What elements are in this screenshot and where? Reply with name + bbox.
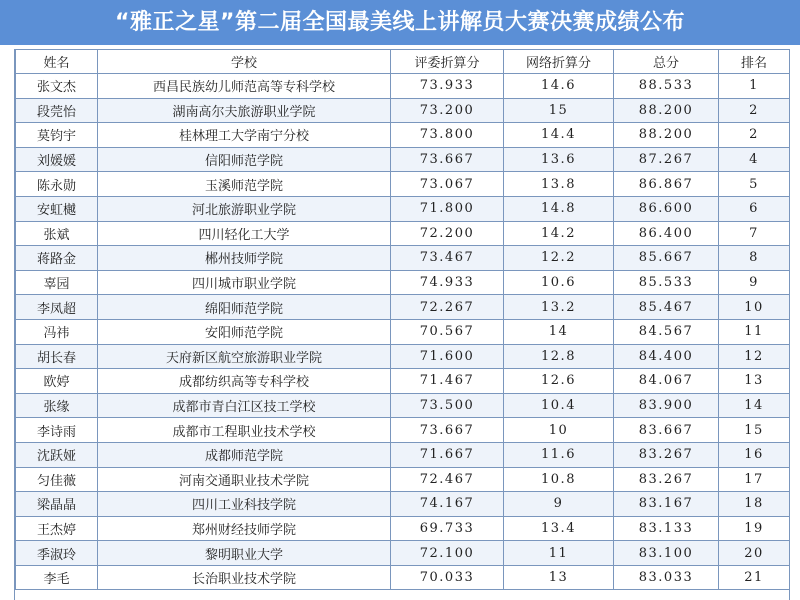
- judge-score-cell: 74.933: [391, 270, 504, 295]
- column-header-rank: 排名: [719, 50, 790, 74]
- rank-cell: 19: [719, 516, 790, 541]
- network-score-cell: 11.6: [504, 442, 614, 467]
- rank-cell: 21: [719, 565, 790, 590]
- school-cell: 郴州技师学院: [98, 246, 391, 271]
- name-cell: 欧婷: [16, 369, 98, 394]
- table-row: [16, 123, 790, 148]
- rank-cell: 5: [719, 172, 790, 197]
- school-cell: 湖南高尔夫旅游职业学院: [98, 98, 391, 123]
- school-cell: 四川轻化工大学: [98, 221, 391, 246]
- network-score-cell: 12.6: [504, 369, 614, 394]
- table-row: [16, 221, 790, 246]
- judge-score-cell: 72.100: [391, 541, 504, 566]
- name-cell: 李凤超: [16, 295, 98, 320]
- name-cell: 蒋路金: [16, 246, 98, 271]
- name-cell: 李诗雨: [16, 418, 98, 443]
- total-score-cell: 83.167: [614, 492, 719, 517]
- judge-score-cell: 72.200: [391, 221, 504, 246]
- school-cell: 安阳师范学院: [98, 319, 391, 344]
- total-score-cell: 84.067: [614, 369, 719, 394]
- rank-cell: 4: [719, 147, 790, 172]
- results-table: [15, 49, 790, 590]
- column-header-judge-score: 评委折算分: [391, 50, 504, 74]
- total-score-cell: 87.267: [614, 147, 719, 172]
- school-cell: 成都师范学院: [98, 442, 391, 467]
- total-score-cell: 88.200: [614, 98, 719, 123]
- judge-score-cell: 71.800: [391, 196, 504, 221]
- name-cell: 段莞怡: [16, 98, 98, 123]
- total-score-cell: 84.567: [614, 319, 719, 344]
- total-score-cell: 86.400: [614, 221, 719, 246]
- table-row: [16, 541, 790, 566]
- table-row: [16, 270, 790, 295]
- school-cell: 四川工业科技学院: [98, 492, 391, 517]
- school-cell: 成都市工程职业技术学校: [98, 418, 391, 443]
- rank-cell: 14: [719, 393, 790, 418]
- total-score-cell: 83.100: [614, 541, 719, 566]
- table-row: [16, 344, 790, 369]
- school-cell: 成都纺织高等专科学校: [98, 369, 391, 394]
- name-cell: 张缘: [16, 393, 98, 418]
- school-cell: 成都市青白江区技工学校: [98, 393, 391, 418]
- total-score-cell: 83.667: [614, 418, 719, 443]
- name-cell: 安虹樾: [16, 196, 98, 221]
- judge-score-cell: 73.467: [391, 246, 504, 271]
- network-score-cell: 12.2: [504, 246, 614, 271]
- rank-cell: 20: [719, 541, 790, 566]
- name-cell: 莫钧宇: [16, 123, 98, 148]
- school-cell: 绵阳师范学院: [98, 295, 391, 320]
- judge-score-cell: 74.167: [391, 492, 504, 517]
- total-score-cell: 85.467: [614, 295, 719, 320]
- network-score-cell: 10.4: [504, 393, 614, 418]
- table-row: [16, 418, 790, 443]
- table-row: [16, 246, 790, 271]
- school-cell: 信阳师范学院: [98, 147, 391, 172]
- total-score-cell: 88.533: [614, 74, 719, 99]
- judge-score-cell: 73.667: [391, 147, 504, 172]
- column-header-name: 姓名: [16, 50, 98, 74]
- table-row: [16, 492, 790, 517]
- school-cell: 四川城市职业学院: [98, 270, 391, 295]
- school-cell: 西昌民族幼儿师范高等专科学校: [98, 74, 391, 99]
- network-score-cell: 10.6: [504, 270, 614, 295]
- school-cell: 河北旅游职业学院: [98, 196, 391, 221]
- judge-score-cell: 73.800: [391, 123, 504, 148]
- network-score-cell: 14.4: [504, 123, 614, 148]
- network-score-cell: 15: [504, 98, 614, 123]
- total-score-cell: 83.033: [614, 565, 719, 590]
- judge-score-cell: 70.033: [391, 565, 504, 590]
- judge-score-cell: 73.667: [391, 418, 504, 443]
- network-score-cell: 13.2: [504, 295, 614, 320]
- judge-score-cell: 73.067: [391, 172, 504, 197]
- rank-cell: 7: [719, 221, 790, 246]
- total-score-cell: 83.267: [614, 467, 719, 492]
- name-cell: 匀佳薇: [16, 467, 98, 492]
- network-score-cell: 11: [504, 541, 614, 566]
- table-row: [16, 98, 790, 123]
- total-score-cell: 85.667: [614, 246, 719, 271]
- judge-score-cell: 72.467: [391, 467, 504, 492]
- rank-cell: 9: [719, 270, 790, 295]
- school-cell: 河南交通职业技术学院: [98, 467, 391, 492]
- rank-cell: 2: [719, 98, 790, 123]
- table-row: [16, 369, 790, 394]
- total-score-cell: 86.867: [614, 172, 719, 197]
- judge-score-cell: 73.933: [391, 74, 504, 99]
- network-score-cell: 14.2: [504, 221, 614, 246]
- name-cell: 张斌: [16, 221, 98, 246]
- rank-cell: 16: [719, 442, 790, 467]
- judge-score-cell: 71.467: [391, 369, 504, 394]
- school-cell: 黎明职业大学: [98, 541, 391, 566]
- judge-score-cell: 71.667: [391, 442, 504, 467]
- total-score-cell: 88.200: [614, 123, 719, 148]
- judge-score-cell: 71.600: [391, 344, 504, 369]
- total-score-cell: 83.900: [614, 393, 719, 418]
- name-cell: 刘媛媛: [16, 147, 98, 172]
- network-score-cell: 10.8: [504, 467, 614, 492]
- name-cell: 梁晶晶: [16, 492, 98, 517]
- name-cell: 沈跃娅: [16, 442, 98, 467]
- table-row: [16, 172, 790, 197]
- table-row: [16, 467, 790, 492]
- network-score-cell: 10: [504, 418, 614, 443]
- name-cell: 胡长春: [16, 344, 98, 369]
- network-score-cell: 12.8: [504, 344, 614, 369]
- page-title: “雅正之星”第二届全国最美线上讲解员大赛决赛成绩公布: [0, 0, 800, 45]
- total-score-cell: 86.600: [614, 196, 719, 221]
- table-row: [16, 565, 790, 590]
- network-score-cell: 13.6: [504, 147, 614, 172]
- name-cell: 张文杰: [16, 74, 98, 99]
- table-row: [16, 393, 790, 418]
- name-cell: 季淑玲: [16, 541, 98, 566]
- table-row: [16, 196, 790, 221]
- total-score-cell: 85.533: [614, 270, 719, 295]
- column-header-network-score: 网络折算分: [504, 50, 614, 74]
- network-score-cell: 14.6: [504, 74, 614, 99]
- results-table-container: [14, 49, 790, 600]
- name-cell: 辜园: [16, 270, 98, 295]
- table-body: [16, 74, 790, 590]
- network-score-cell: 9: [504, 492, 614, 517]
- name-cell: 冯祎: [16, 319, 98, 344]
- rank-cell: 13: [719, 369, 790, 394]
- table-row: [16, 442, 790, 467]
- table-header-row: [16, 50, 790, 74]
- network-score-cell: 13: [504, 565, 614, 590]
- column-header-total: 总分: [614, 50, 719, 74]
- rank-cell: 12: [719, 344, 790, 369]
- network-score-cell: 13.4: [504, 516, 614, 541]
- network-score-cell: 13.8: [504, 172, 614, 197]
- judge-score-cell: 73.200: [391, 98, 504, 123]
- rank-cell: 17: [719, 467, 790, 492]
- name-cell: 陈永勋: [16, 172, 98, 197]
- school-cell: 玉溪师范学院: [98, 172, 391, 197]
- total-score-cell: 84.400: [614, 344, 719, 369]
- judge-score-cell: 70.567: [391, 319, 504, 344]
- judge-score-cell: 69.733: [391, 516, 504, 541]
- table-row: [16, 74, 790, 99]
- rank-cell: 18: [719, 492, 790, 517]
- network-score-cell: 14: [504, 319, 614, 344]
- rank-cell: 1: [719, 74, 790, 99]
- school-cell: 郑州财经技师学院: [98, 516, 391, 541]
- total-score-cell: 83.133: [614, 516, 719, 541]
- total-score-cell: 83.267: [614, 442, 719, 467]
- table-row: [16, 319, 790, 344]
- school-cell: 长治职业技术学院: [98, 565, 391, 590]
- table-row: [16, 147, 790, 172]
- judge-score-cell: 72.267: [391, 295, 504, 320]
- rank-cell: 15: [719, 418, 790, 443]
- school-cell: 桂林理工大学南宁分校: [98, 123, 391, 148]
- rank-cell: 8: [719, 246, 790, 271]
- table-row: [16, 516, 790, 541]
- network-score-cell: 14.8: [504, 196, 614, 221]
- school-cell: 天府新区航空旅游职业学院: [98, 344, 391, 369]
- name-cell: 李毛: [16, 565, 98, 590]
- judge-score-cell: 73.500: [391, 393, 504, 418]
- rank-cell: 10: [719, 295, 790, 320]
- table-row: [16, 295, 790, 320]
- rank-cell: 6: [719, 196, 790, 221]
- name-cell: 王杰婷: [16, 516, 98, 541]
- column-header-school: 学校: [98, 50, 391, 74]
- rank-cell: 2: [719, 123, 790, 148]
- rank-cell: 11: [719, 319, 790, 344]
